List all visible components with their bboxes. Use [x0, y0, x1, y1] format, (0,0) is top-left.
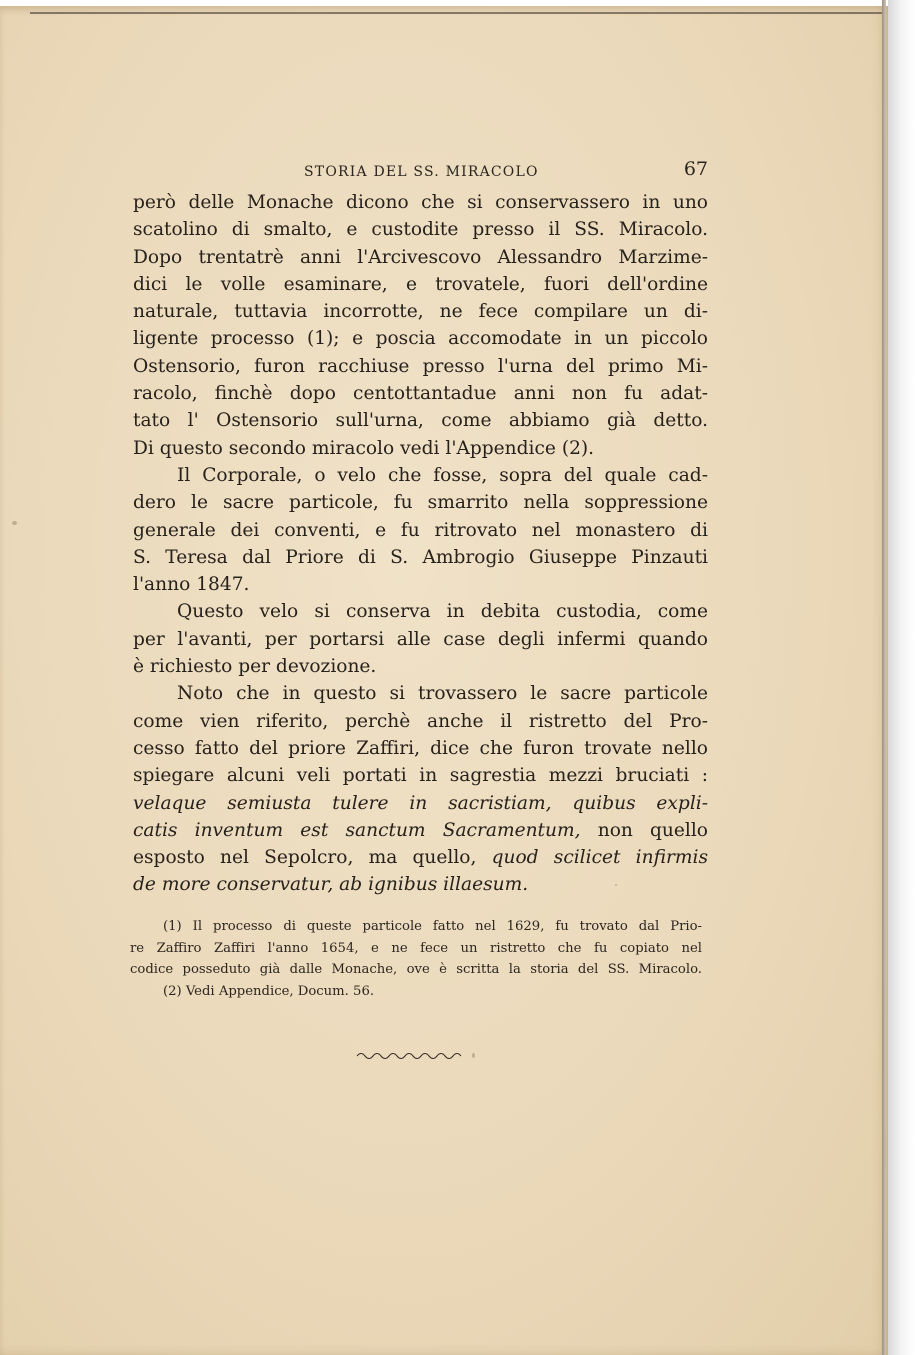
text-line: dero le sacre particole, fu smarrito nella soppressione	[133, 492, 708, 514]
ornament-divider	[355, 1048, 465, 1062]
body-text	[133, 189, 708, 899]
text-line: dici le volle esaminare, e trovatele, fuori dell'ordine	[133, 273, 708, 295]
text-line: per l'avanti, per portarsi alle case degli infermi quando	[133, 628, 708, 650]
footnote-line: (1) Il processo di queste particole fatto nel 1629, fu trovato dal Prio-	[163, 919, 702, 934]
text-line: ligente processo (1); e poscia accomodate in un piccolo	[133, 328, 708, 350]
paper-spot	[472, 1053, 475, 1058]
text-line: come vien riferito, perchè anche il ristretto del Pro-	[133, 710, 708, 732]
text-line	[133, 844, 708, 871]
footnotes	[130, 916, 702, 1002]
text-fragment: esposto nel Sepolcro, ma quello,	[133, 847, 492, 869]
text-line: cesso fatto del priore Zaffiri, dice che furon trovate nello	[133, 737, 708, 759]
text-line: racolo, finchè dopo centottantadue anni non fu adat-	[133, 383, 708, 405]
book-page	[0, 6, 888, 1355]
page-number: 67	[683, 158, 708, 180]
text-line: Questo velo si conserva in debita custodia, come	[177, 601, 708, 623]
text-line: scatolino di smalto, e custodite presso il SS. Miracolo.	[133, 219, 708, 241]
latin-quote-line: de more conservatur, ab ignibus illaesum.	[133, 874, 529, 896]
latin-quote: catis inventum est sanctum Sacramentum,	[133, 819, 581, 841]
footnote-line: re Zaffiro Zaffiri l'anno 1654, e ne fece un ristretto che fu copiato nel	[130, 940, 702, 956]
text-line: naturale, tuttavia incorrotte, ne fece compilare un di-	[133, 301, 708, 323]
text-line: tato l' Ostensorio sull'urna, come abbiamo già detto.	[133, 410, 708, 432]
text-line: S. Teresa dal Priore di S. Ambrogio Giuseppe Pinzauti	[133, 546, 708, 568]
latin-quote: quod scilicet infirmis	[491, 847, 708, 869]
page-edge-shadow	[882, 0, 886, 1355]
text-line: l'anno 1847.	[133, 574, 250, 596]
text-fragment: non quello	[580, 819, 708, 841]
text-line: Di questo secondo miracolo vedi l'Appendice (2).	[133, 437, 595, 459]
page-edge	[888, 0, 915, 1355]
text-line: spiegare alcuni veli portati in sagrestia mezzi bruciati :	[133, 765, 708, 787]
paper-spot	[12, 521, 17, 525]
running-title: STORIA DEL SS. MIRACOLO	[304, 164, 539, 180]
text-line: è richiesto per devozione.	[133, 656, 377, 678]
top-border-line	[30, 12, 885, 14]
text-line: Dopo trentatrè anni l'Arcivescovo Alessandro Marzime-	[133, 246, 708, 268]
text-line: Noto che in questo si trovassero le sacre particole	[177, 683, 708, 705]
footnote-line: (2) Vedi Appendice, Docum. 56.	[163, 983, 375, 999]
footnote-line: codice posseduto già dalle Monache, ove è scritta la storia del SS. Miracolo.	[130, 962, 702, 978]
page-header	[130, 156, 708, 186]
paper-spot	[615, 884, 617, 886]
text-line: Ostensorio, furon racchiuse presso l'urna del primo Mi-	[133, 355, 708, 377]
latin-quote-line: velaque semiusta tulere in sacristiam, quibus expli-	[133, 792, 708, 814]
text-line: generale dei conventi, e fu ritrovato nel monastero di	[133, 519, 708, 541]
text-line: Il Corporale, o velo che fosse, sopra del quale cad-	[177, 464, 708, 486]
text-line: però delle Monache dicono che si conservassero in uno	[133, 192, 708, 213]
text-line	[133, 817, 708, 844]
